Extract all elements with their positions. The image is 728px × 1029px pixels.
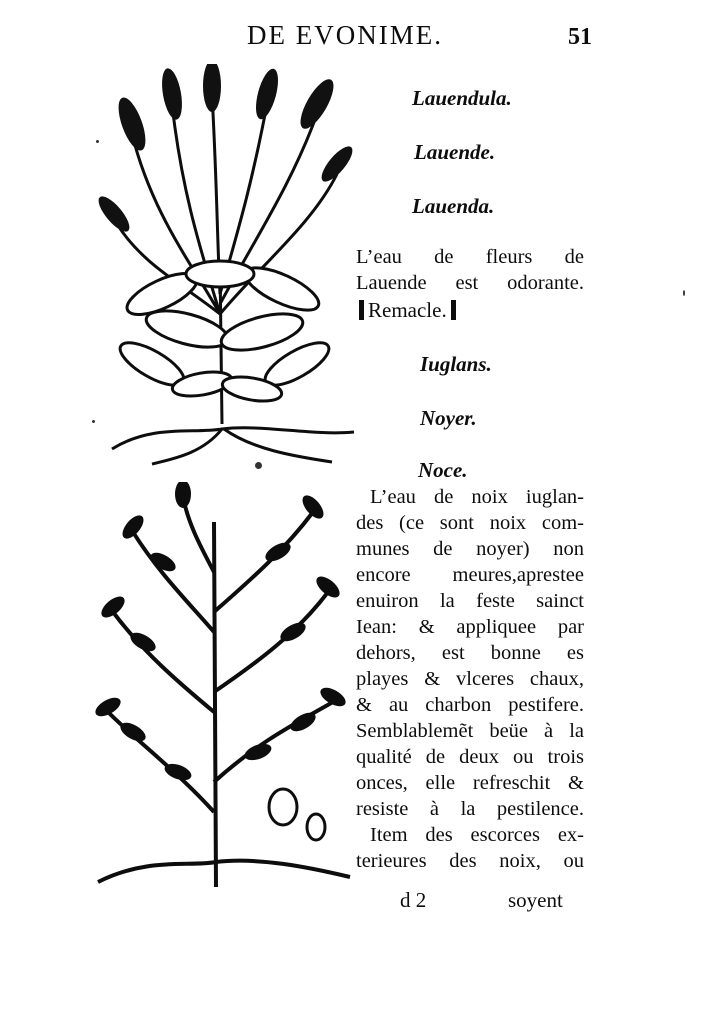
text-line: Lauende est odorante. bbox=[356, 272, 584, 294]
text-line: encore meures,aprestee bbox=[356, 564, 584, 586]
walnut-text bbox=[356, 484, 584, 874]
running-title: DE EVONIME. bbox=[247, 20, 443, 50]
text-line: Item des escorces ex- bbox=[370, 824, 584, 846]
text-line: enuiron la feste sainct bbox=[356, 590, 584, 612]
text-line: & au charbon pestifere. bbox=[356, 694, 584, 716]
text-line: Iean: & appliquee par bbox=[356, 616, 584, 638]
text-line: L’eau de noix iuglan- bbox=[370, 486, 584, 508]
text-line: playes & vlceres chaux, bbox=[356, 668, 584, 690]
signature-mark: d 2 bbox=[400, 888, 427, 912]
bracket-ornament bbox=[451, 300, 456, 320]
text-line: qualité de deux ou trois bbox=[356, 746, 584, 768]
text-line: L’eau de fleurs de bbox=[356, 246, 584, 268]
ink-speck bbox=[255, 462, 262, 469]
bracket-ornament bbox=[359, 300, 364, 320]
lavender-name-french: Lauende. bbox=[414, 140, 496, 164]
walnut-name-french: Noyer. bbox=[420, 406, 477, 430]
source-citation: Remacle. bbox=[355, 298, 460, 323]
lavender-text bbox=[356, 244, 584, 296]
text-line: onces, elle refreschit & bbox=[356, 772, 584, 794]
lavender-name-italian: Lauenda. bbox=[412, 194, 495, 218]
walnut-name-italian: Noce. bbox=[418, 458, 468, 482]
lavender-name-latin: Lauendula. bbox=[412, 86, 512, 110]
ink-speck bbox=[683, 290, 685, 296]
walnut-name-latin: Iuglans. bbox=[420, 352, 492, 376]
ink-speck bbox=[92, 420, 95, 423]
catchword: soyent bbox=[508, 888, 563, 912]
walnut-woodcut bbox=[88, 482, 354, 907]
page-number: 51 bbox=[568, 24, 592, 50]
lavender-woodcut bbox=[92, 64, 362, 476]
text-line: dehors, est bonne es bbox=[356, 642, 584, 664]
text-line: terieures des noix, ou bbox=[356, 850, 584, 872]
text-line: munes de noyer) non bbox=[356, 538, 584, 560]
ink-speck bbox=[96, 140, 99, 143]
text-line: Semblablemẽt beüe à la bbox=[356, 720, 584, 742]
text-line: des (ce sont noix com- bbox=[356, 512, 584, 534]
text-line: resiste à la pestilence. bbox=[356, 798, 584, 820]
